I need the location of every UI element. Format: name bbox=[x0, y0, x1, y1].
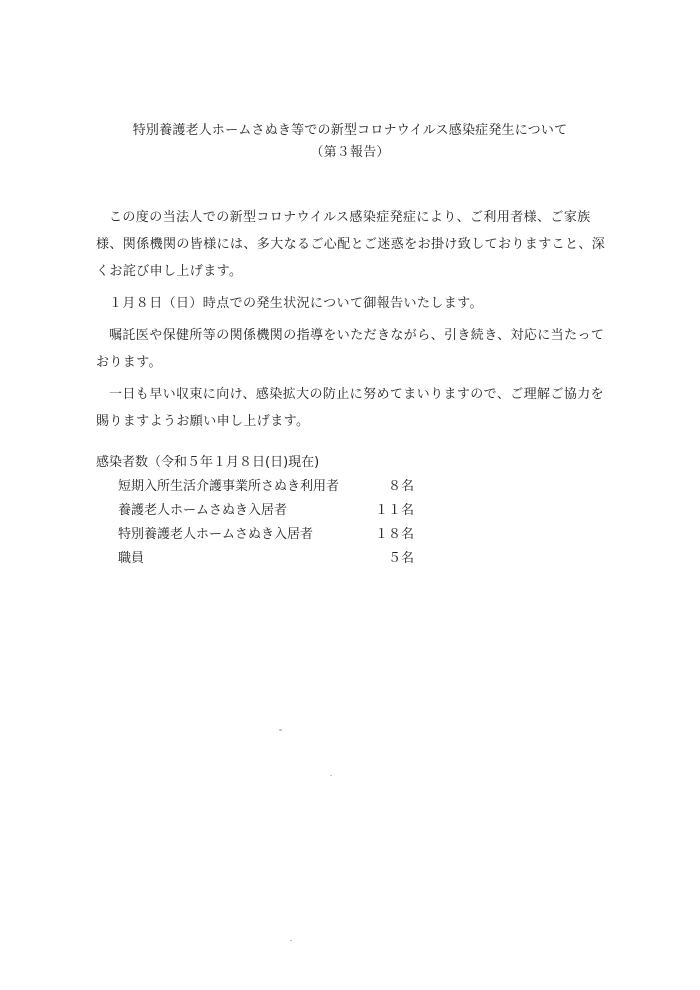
document-title bbox=[0, 120, 700, 164]
title-report-number: （第３報告） bbox=[310, 145, 390, 160]
count-value: １８名 bbox=[374, 527, 414, 542]
scan-speck bbox=[290, 940, 292, 941]
count-value: １１名 bbox=[374, 503, 414, 518]
list-item bbox=[96, 499, 426, 523]
scan-speck bbox=[279, 729, 282, 731]
list-item bbox=[96, 547, 426, 571]
list-item bbox=[96, 475, 426, 499]
infection-count-list bbox=[96, 451, 426, 571]
title-main: 特別養護老人ホームさぬき等での新型コロナウイルス感染症発生について bbox=[132, 123, 568, 138]
scan-speck bbox=[330, 775, 332, 776]
paragraph-response: 嘱託医や保健所等の関係機関の指導をいただきながら、引き続き、対応に当たっております。 bbox=[96, 328, 605, 370]
paragraph-prevention: 一日も早い収束に向け、感染拡大の防止に努めてまいりますので、ご理解ご協力を賜りますようお願い申し上げます。 bbox=[96, 387, 605, 429]
count-value: ５名 bbox=[387, 551, 414, 566]
paragraph-apology: この度の当法人での新型コロナウイルス感染症発症により、ご利用者様、ご家族様、関係機関の皆様には、多大なるご心配とご迷惑をお掛け致しておりますこと、深くお詫び申し上げます。 bbox=[96, 210, 606, 279]
announcement-body bbox=[96, 204, 608, 440]
count-label: 養護老人ホームさぬき入居者 bbox=[118, 503, 288, 518]
paragraph-status-report: １月８日（日）時点での発生状況について御報告いたします。 bbox=[109, 296, 483, 311]
infection-count-heading: 感染者数（令和５年１月８日(日)現在) bbox=[96, 455, 320, 470]
count-label: 職員 bbox=[118, 551, 145, 566]
count-label: 短期入所生活介護事業所さぬき利用者 bbox=[118, 479, 340, 494]
count-label: 特別養護老人ホームさぬき入居者 bbox=[118, 527, 314, 542]
count-value: ８名 bbox=[387, 479, 414, 494]
list-item bbox=[96, 523, 426, 547]
